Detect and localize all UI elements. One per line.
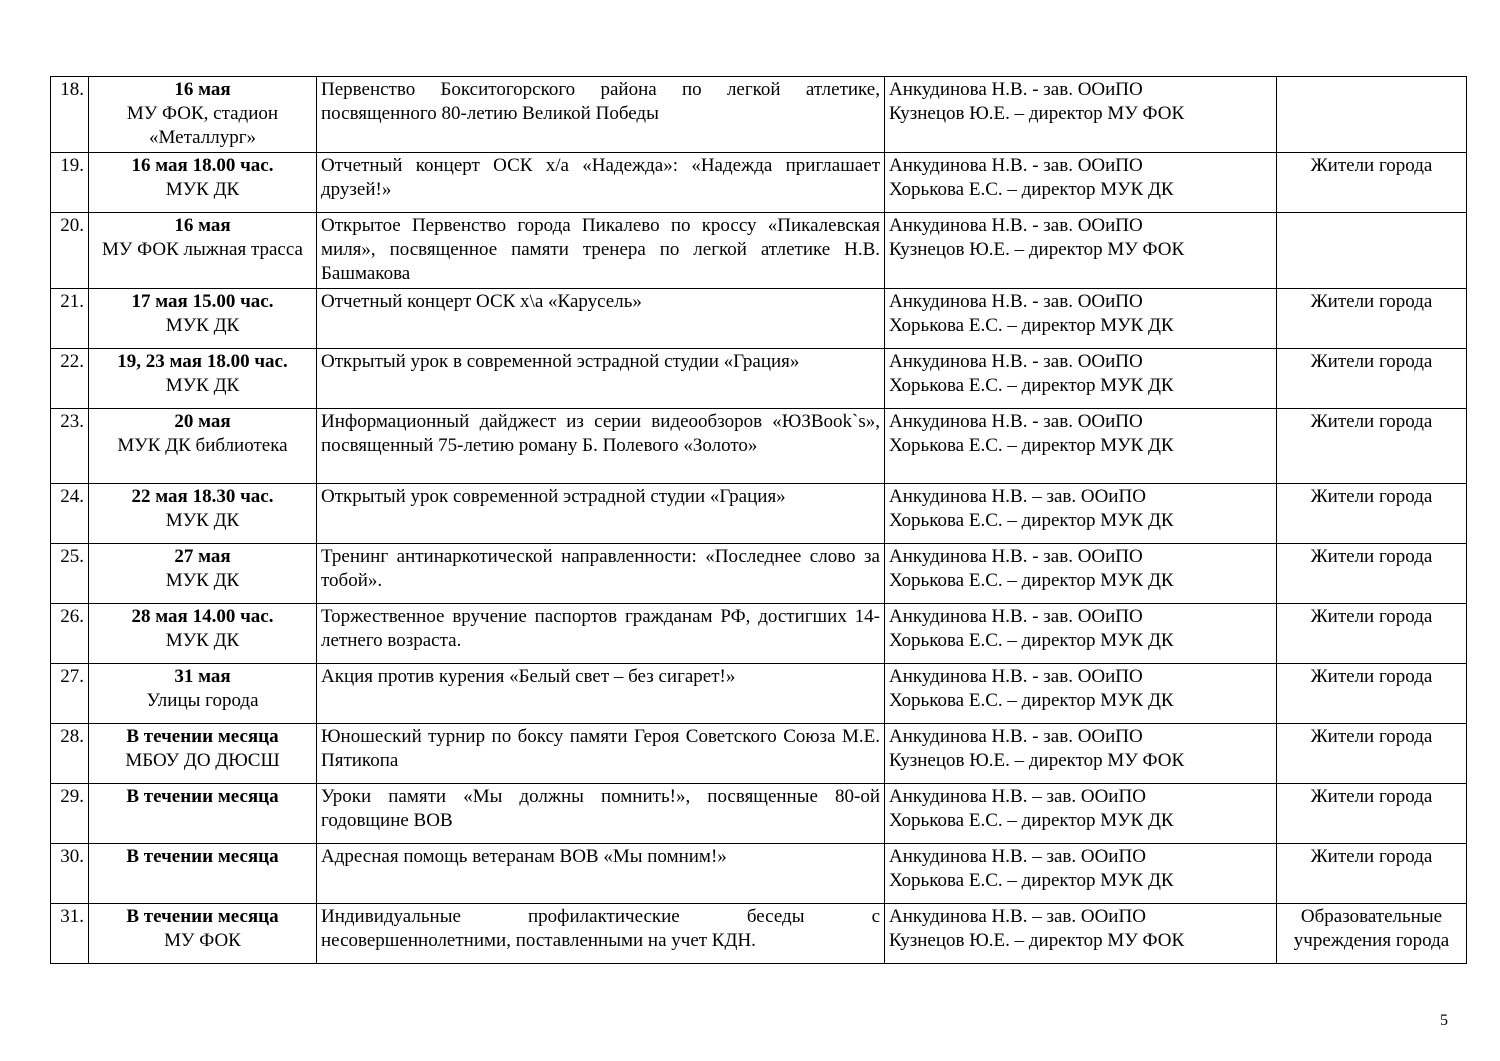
responsible-cell <box>885 724 1277 784</box>
event-description: Первенство Бокситогорского района по легкой атлетике, посвященного 80-летию Великой Победы <box>317 77 885 153</box>
responsible-person: Анкудинова Н.В. - зав. ООиПО <box>889 215 1143 236</box>
responsible-person: Хорькова Е.С. – директор МУК ДК <box>889 179 1174 200</box>
event-place: МУК ДК <box>165 315 240 336</box>
event-date: В течении месяца <box>126 786 279 807</box>
table-row <box>51 349 1467 409</box>
event-date: 31 мая <box>174 666 231 687</box>
date-place-cell <box>89 784 317 844</box>
row-number: 31. <box>51 904 89 964</box>
event-place: МУК ДК библиотека <box>117 435 288 456</box>
row-number: 21. <box>51 289 89 349</box>
table-row <box>51 153 1467 213</box>
event-date: 16 мая 18.00 час. <box>131 155 274 176</box>
audience-cell: Жители города <box>1277 724 1467 784</box>
responsible-person: Анкудинова Н.В. - зав. ООиПО <box>889 155 1143 176</box>
event-description: Акция против курения «Белый свет – без сигарет!» <box>317 664 885 724</box>
responsible-cell <box>885 409 1277 484</box>
row-number: 19. <box>51 153 89 213</box>
date-place-cell <box>89 904 317 964</box>
date-place-cell <box>89 484 317 544</box>
responsible-cell <box>885 77 1277 153</box>
event-date: 22 мая 18.30 час. <box>131 486 274 507</box>
event-date: В течении месяца <box>126 726 279 747</box>
table-row <box>51 904 1467 964</box>
table-row <box>51 844 1467 904</box>
responsible-person: Кузнецов Ю.Е. – директор МУ ФОК <box>889 239 1185 260</box>
row-number: 18. <box>51 77 89 153</box>
row-number: 20. <box>51 213 89 289</box>
event-date: 19, 23 мая 18.00 час. <box>117 351 288 372</box>
table-row <box>51 604 1467 664</box>
responsible-person: Анкудинова Н.В. - зав. ООиПО <box>889 79 1143 100</box>
event-description: Тренинг антинаркотической направленности: «Последнее слово за тобой». <box>317 544 885 604</box>
audience-cell: Жители города <box>1277 664 1467 724</box>
event-date: 27 мая <box>174 546 231 567</box>
events-table-body <box>51 77 1467 964</box>
event-date: 16 мая <box>174 215 231 236</box>
row-number: 26. <box>51 604 89 664</box>
event-date: 16 мая <box>174 79 231 100</box>
responsible-person: Хорькова Е.С. – директор МУК ДК <box>889 870 1174 891</box>
table-row <box>51 784 1467 844</box>
responsible-cell <box>885 484 1277 544</box>
event-date: 28 мая 14.00 час. <box>131 606 274 627</box>
table-row <box>51 213 1467 289</box>
audience-cell: Жители города <box>1277 409 1467 484</box>
event-place: Улицы города <box>146 690 259 711</box>
event-description: Уроки памяти «Мы должны помнить!», посвященные 80-ой годовщине ВОВ <box>317 784 885 844</box>
row-number: 22. <box>51 349 89 409</box>
table-row <box>51 409 1467 484</box>
event-date: В течении месяца <box>126 906 279 927</box>
event-date: В течении месяца <box>126 846 279 867</box>
row-number: 25. <box>51 544 89 604</box>
event-description: Юношеский турнир по боксу памяти Героя Советского Союза М.Е. Пятикопа <box>317 724 885 784</box>
event-description: Открытое Первенство города Пикалево по кроссу «Пикалевская миля», посвященное памяти тренера по легкой атлетике Н.В. Башмакова <box>317 213 885 289</box>
date-place-cell <box>89 409 317 484</box>
event-place: МБОУ ДО ДЮСШ <box>125 750 280 771</box>
row-number: 24. <box>51 484 89 544</box>
event-description: Информационный дайджест из серии видеообзоров «ЮЗBook`s», посвященный 75-летию роману Б. Полевого «Золото» <box>317 409 885 484</box>
responsible-cell <box>885 289 1277 349</box>
event-description: Открытый урок в современной эстрадной студии «Грация» <box>317 349 885 409</box>
row-number: 30. <box>51 844 89 904</box>
responsible-person: Анкудинова Н.В. - зав. ООиПО <box>889 666 1143 687</box>
audience-cell: Жители города <box>1277 484 1467 544</box>
responsible-person: Анкудинова Н.В. - зав. ООиПО <box>889 411 1143 432</box>
audience-cell: Жители города <box>1277 349 1467 409</box>
responsible-cell <box>885 784 1277 844</box>
date-place-cell <box>89 844 317 904</box>
event-place: МУ ФОК лыжная трасса <box>102 239 303 260</box>
responsible-cell <box>885 349 1277 409</box>
responsible-cell <box>885 664 1277 724</box>
table-row <box>51 289 1467 349</box>
responsible-person: Анкудинова Н.В. – зав. ООиПО <box>889 906 1146 927</box>
date-place-cell <box>89 544 317 604</box>
row-number: 28. <box>51 724 89 784</box>
event-description: Индивидуальные профилактические беседы с несовершеннолетними, поставленными на учет КДН. <box>317 904 885 964</box>
responsible-person: Анкудинова Н.В. - зав. ООиПО <box>889 546 1143 567</box>
responsible-cell <box>885 544 1277 604</box>
responsible-person: Анкудинова Н.В. - зав. ООиПО <box>889 351 1143 372</box>
table-row <box>51 664 1467 724</box>
event-place: МУК ДК <box>165 570 240 591</box>
responsible-cell <box>885 844 1277 904</box>
responsible-cell <box>885 604 1277 664</box>
event-description: Отчетный концерт ОСК х/а «Надежда»: «Надежда приглашает друзей!» <box>317 153 885 213</box>
responsible-person: Хорькова Е.С. – директор МУК ДК <box>889 315 1174 336</box>
audience-cell: Жители города <box>1277 604 1467 664</box>
date-place-cell <box>89 213 317 289</box>
table-row <box>51 544 1467 604</box>
responsible-person: Хорькова Е.С. – директор МУК ДК <box>889 375 1174 396</box>
table-row <box>51 724 1467 784</box>
event-place: МУ ФОК, стадион «Металлург» <box>126 103 279 148</box>
event-description: Открытый урок современной эстрадной студии «Грация» <box>317 484 885 544</box>
event-place: МУК ДК <box>165 510 240 531</box>
responsible-person: Анкудинова Н.В. – зав. ООиПО <box>889 486 1146 507</box>
audience-cell: Жители города <box>1277 784 1467 844</box>
date-place-cell <box>89 724 317 784</box>
responsible-person: Хорькова Е.С. – директор МУК ДК <box>889 435 1174 456</box>
responsible-cell <box>885 153 1277 213</box>
responsible-person: Кузнецов Ю.Е. – директор МУ ФОК <box>889 103 1185 124</box>
events-table <box>50 76 1467 964</box>
page-number: 5 <box>1440 1012 1448 1029</box>
audience-cell <box>1277 213 1467 289</box>
event-description: Адресная помощь ветеранам ВОВ «Мы помним!» <box>317 844 885 904</box>
date-place-cell <box>89 349 317 409</box>
row-number: 23. <box>51 409 89 484</box>
date-place-cell <box>89 664 317 724</box>
responsible-person: Анкудинова Н.В. - зав. ООиПО <box>889 606 1143 627</box>
responsible-person: Хорькова Е.С. – директор МУК ДК <box>889 630 1174 651</box>
responsible-person: Кузнецов Ю.Е. – директор МУ ФОК <box>889 930 1185 951</box>
audience-cell <box>1277 77 1467 153</box>
event-description: Отчетный концерт ОСК х\а «Карусель» <box>317 289 885 349</box>
responsible-person: Анкудинова Н.В. – зав. ООиПО <box>889 786 1146 807</box>
event-place: МУ ФОК <box>164 930 241 951</box>
date-place-cell <box>89 153 317 213</box>
event-description: Торжественное вручение паспортов гражданам РФ, достигших 14-летнего возраста. <box>317 604 885 664</box>
responsible-person: Кузнецов Ю.Е. – директор МУ ФОК <box>889 750 1185 771</box>
responsible-person: Анкудинова Н.В. – зав. ООиПО <box>889 846 1146 867</box>
responsible-cell <box>885 213 1277 289</box>
responsible-cell <box>885 904 1277 964</box>
table-row <box>51 484 1467 544</box>
responsible-person: Хорькова Е.С. – директор МУК ДК <box>889 510 1174 531</box>
responsible-person: Хорькова Е.С. – директор МУК ДК <box>889 690 1174 711</box>
event-date: 17 мая 15.00 час. <box>131 291 274 312</box>
responsible-person: Анкудинова Н.В. - зав. ООиПО <box>889 726 1143 747</box>
audience-cell: Жители города <box>1277 289 1467 349</box>
audience-cell: Жители города <box>1277 153 1467 213</box>
row-number: 27. <box>51 664 89 724</box>
audience-cell: Образовательные учреждения города <box>1277 904 1467 964</box>
responsible-person: Хорькова Е.С. – директор МУК ДК <box>889 570 1174 591</box>
event-place: МУК ДК <box>165 179 240 200</box>
responsible-person: Анкудинова Н.В. - зав. ООиПО <box>889 291 1143 312</box>
event-date: 20 мая <box>174 411 231 432</box>
table-row <box>51 77 1467 153</box>
responsible-person: Хорькова Е.С. – директор МУК ДК <box>889 810 1174 831</box>
date-place-cell <box>89 289 317 349</box>
event-place: МУК ДК <box>165 630 240 651</box>
event-place: МУК ДК <box>165 375 240 396</box>
audience-cell: Жители города <box>1277 544 1467 604</box>
date-place-cell <box>89 604 317 664</box>
row-number: 29. <box>51 784 89 844</box>
audience-cell: Жители города <box>1277 844 1467 904</box>
date-place-cell <box>89 77 317 153</box>
